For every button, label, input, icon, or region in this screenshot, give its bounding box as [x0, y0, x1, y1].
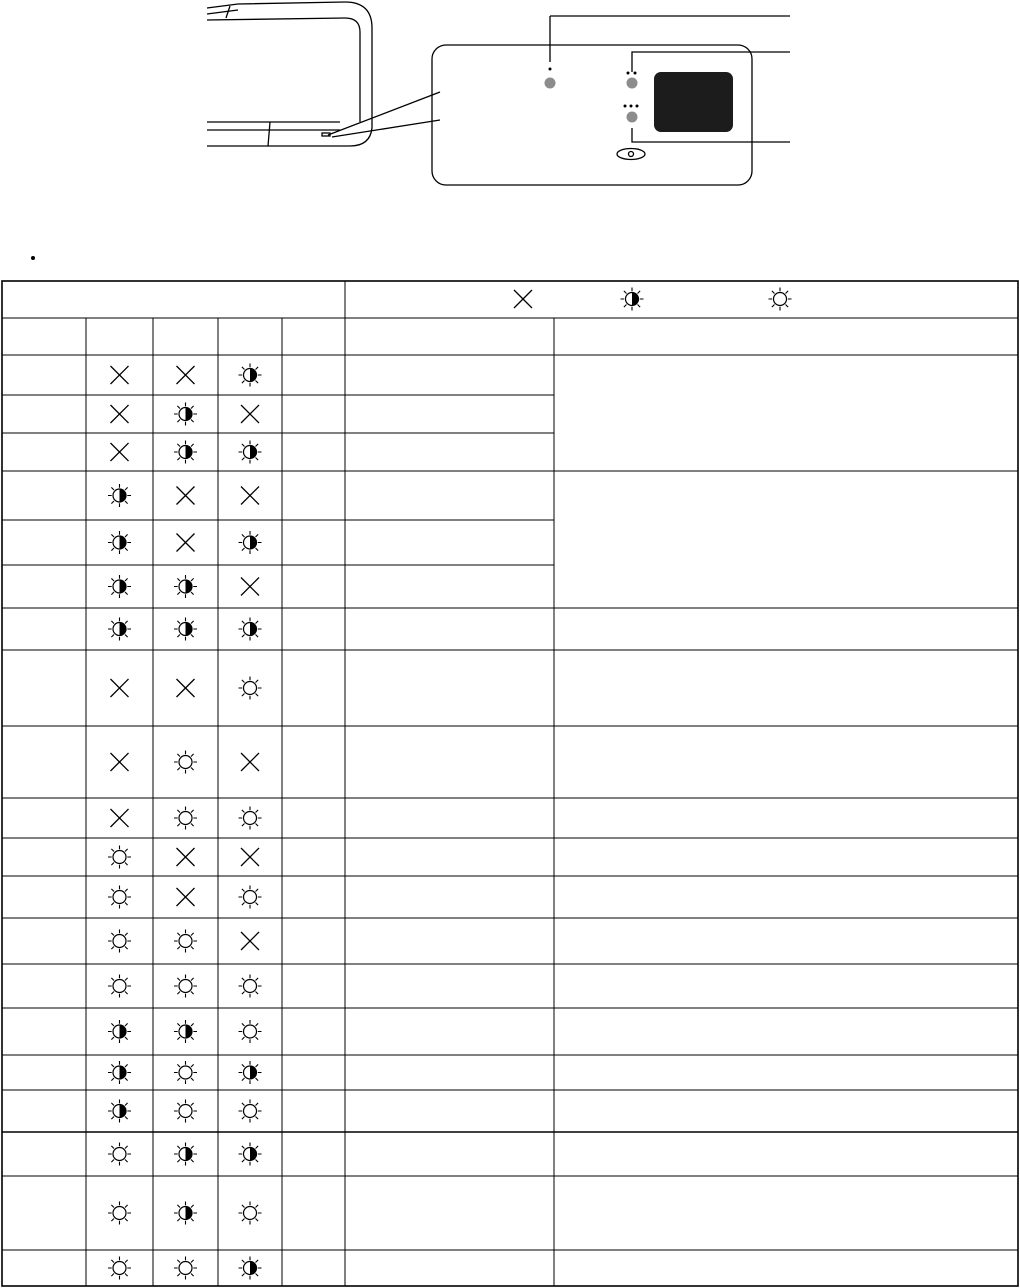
table-row — [108, 1061, 262, 1084]
table-row — [111, 403, 260, 426]
light-sun-icon — [174, 807, 197, 830]
table-row — [108, 1202, 262, 1225]
off-x-icon — [177, 888, 195, 906]
table-row — [111, 807, 262, 830]
table-row — [108, 531, 262, 554]
table-row — [108, 886, 262, 909]
table-row — [111, 677, 262, 700]
blink-half-icon — [239, 441, 262, 464]
light-sun-icon — [239, 1202, 262, 1225]
light-sun-icon — [108, 1257, 131, 1280]
legend — [514, 288, 792, 311]
light-sun-icon — [108, 975, 131, 998]
light-sun-icon — [174, 1257, 197, 1280]
light-sun-icon — [108, 930, 131, 953]
blink-half-icon — [174, 441, 197, 464]
off-x-icon — [177, 679, 195, 697]
table-row — [111, 441, 262, 464]
light-sun-icon — [108, 886, 131, 909]
blink-half-icon — [239, 1143, 262, 1166]
blink-half-icon — [174, 1202, 197, 1225]
blink-half-icon — [621, 288, 644, 311]
off-x-icon — [241, 848, 259, 866]
off-x-icon — [111, 753, 129, 771]
table-row — [108, 930, 259, 953]
blink-half-icon — [174, 1020, 197, 1043]
off-x-icon — [111, 679, 129, 697]
blink-half-icon — [108, 1061, 131, 1084]
table-row — [108, 975, 262, 998]
blink-half-icon — [108, 618, 131, 641]
blink-half-icon — [108, 1020, 131, 1043]
blink-half-icon — [108, 484, 131, 507]
off-x-icon — [177, 366, 195, 384]
blink-half-icon — [108, 575, 131, 598]
light-sun-icon — [174, 1061, 197, 1084]
table-row — [108, 1143, 262, 1166]
off-x-icon — [111, 366, 129, 384]
light-sun-icon — [239, 677, 262, 700]
light-sun-icon — [174, 975, 197, 998]
light-sun-icon — [239, 886, 262, 909]
table-row — [108, 618, 262, 641]
blink-half-icon — [174, 403, 197, 426]
off-x-icon — [241, 405, 259, 423]
light-sun-icon — [108, 1202, 131, 1225]
blink-half-icon — [174, 618, 197, 641]
table-row — [108, 575, 259, 598]
blink-half-icon — [174, 575, 197, 598]
light-sun-icon — [174, 930, 197, 953]
blink-half-icon — [239, 364, 262, 387]
off-x-icon — [241, 578, 259, 596]
off-x-icon — [514, 290, 532, 308]
table-border — [2, 281, 1018, 1286]
off-x-icon — [111, 405, 129, 423]
off-x-icon — [111, 443, 129, 461]
table-row — [111, 364, 262, 387]
off-x-icon — [111, 809, 129, 827]
off-x-icon — [241, 753, 259, 771]
table-row — [108, 1100, 262, 1123]
off-x-icon — [177, 848, 195, 866]
blink-half-icon — [108, 1100, 131, 1123]
off-x-icon — [241, 932, 259, 950]
light-sun-icon — [239, 975, 262, 998]
light-sun-icon — [239, 1100, 262, 1123]
blink-half-icon — [239, 618, 262, 641]
light-sun-icon — [239, 807, 262, 830]
blink-half-icon — [108, 531, 131, 554]
table-row — [108, 1257, 262, 1280]
blink-half-icon — [174, 1143, 197, 1166]
light-sun-icon — [174, 751, 197, 774]
off-x-icon — [241, 487, 259, 505]
light-sun-icon — [108, 1143, 131, 1166]
light-sun-icon — [108, 846, 131, 869]
table-row — [108, 484, 259, 507]
off-x-icon — [177, 534, 195, 552]
light-sun-icon — [174, 1100, 197, 1123]
light-sun-icon — [769, 288, 792, 311]
table-row — [108, 846, 259, 869]
off-x-icon — [177, 487, 195, 505]
table-row — [108, 1020, 262, 1043]
blink-half-icon — [239, 1257, 262, 1280]
blink-half-icon — [239, 1061, 262, 1084]
table-row — [111, 751, 260, 774]
light-sun-icon — [239, 1020, 262, 1043]
blink-half-icon — [239, 531, 262, 554]
